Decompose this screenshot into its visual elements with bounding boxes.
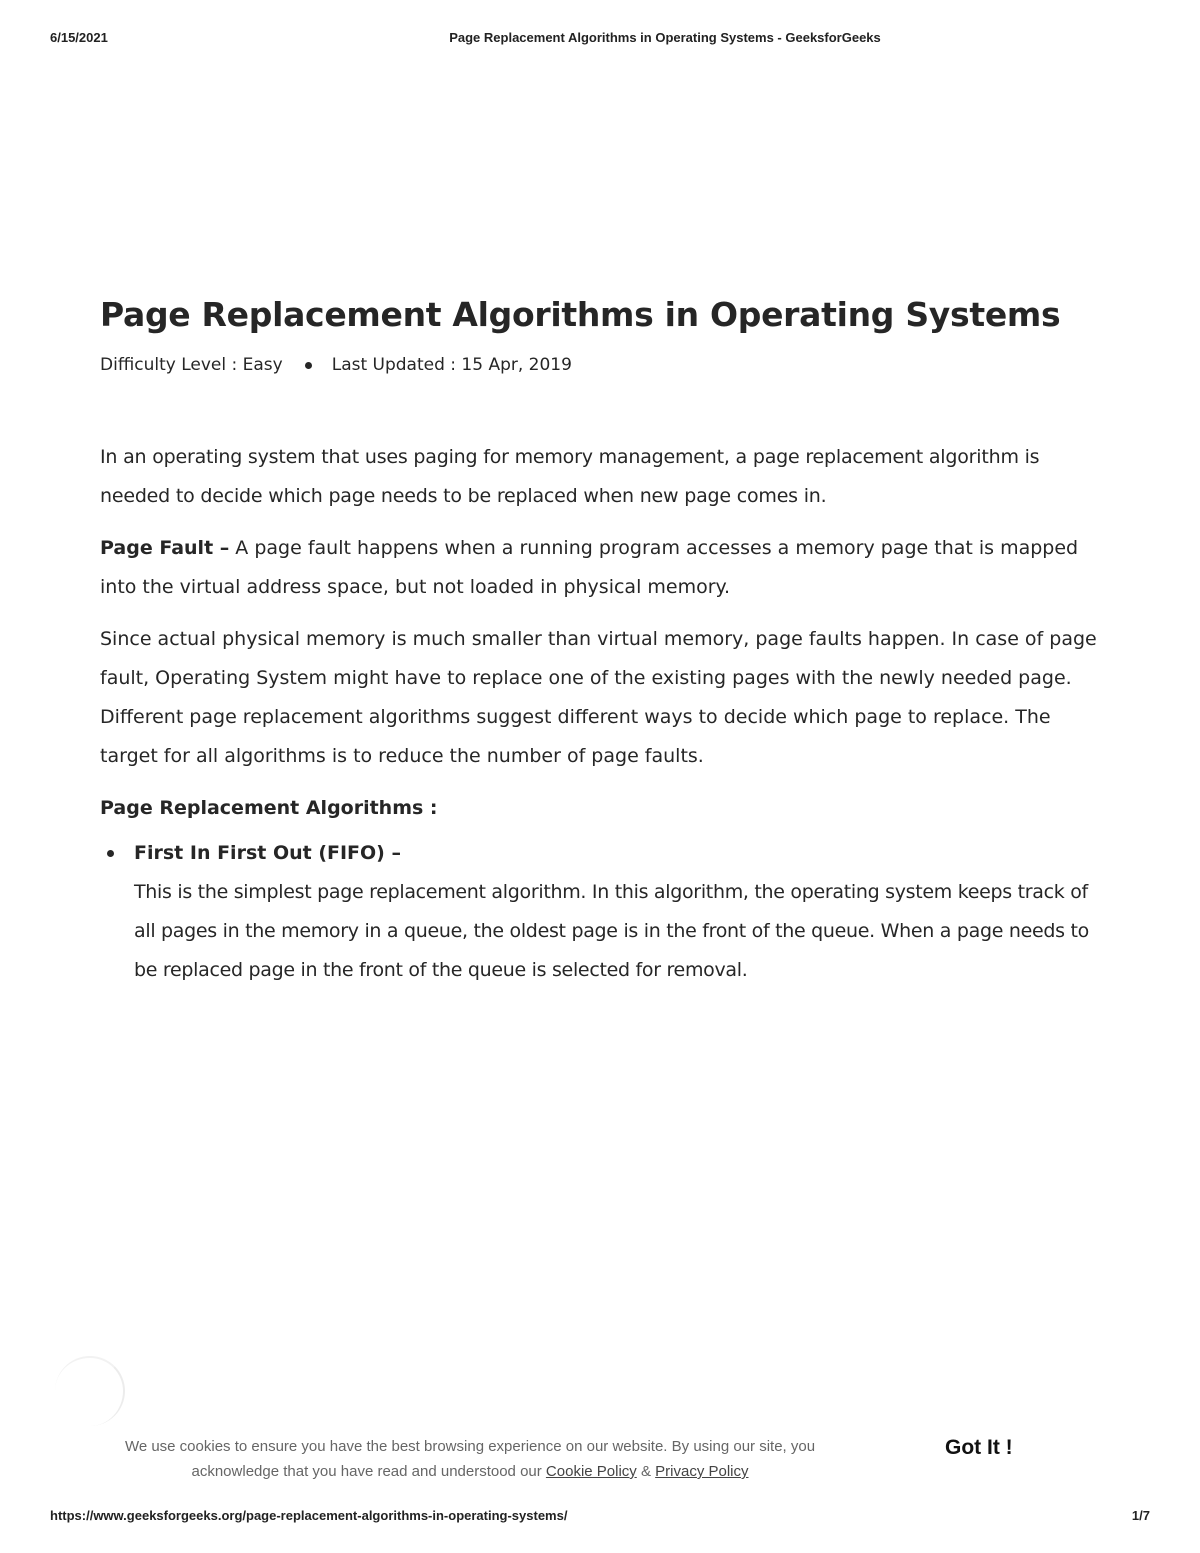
bullet-icon — [107, 850, 114, 857]
page-number: 1/7 — [1131, 1508, 1150, 1523]
print-doc-title: Page Replacement Algorithms in Operating Systems - GeeksforGeeks — [449, 30, 881, 45]
explanation-paragraph: Since actual physical memory is much smaller than virtual memory, page faults happen. In case of page fault, Operating System might have to replace one of the existing pages with the newly needed page. Different page replacement algorithms suggest different ways to decide which page to replace. The target for all algorithms is to reduce the number of page faults. — [100, 628, 1097, 767]
print-date: 6/15/2021 — [50, 30, 108, 45]
print-header — [0, 30, 1200, 50]
algorithm-name: First In First Out (FIFO) – — [134, 842, 401, 864]
article-content — [100, 438, 1110, 990]
got-it-button[interactable]: Got It ! — [945, 1436, 1013, 1459]
cookie-message: We use cookies to ensure you have the best browsing experience on our website. By using our site, you acknowledge that you have read and understood our — [124, 1438, 816, 1480]
floating-circle-widget[interactable] — [55, 1356, 125, 1426]
meta-separator-dot — [305, 362, 312, 369]
list-item — [100, 834, 1110, 990]
print-url: https://www.geeksforgeeks.org/page-replacement-algorithms-in-operating-systems/ — [50, 1508, 568, 1523]
difficulty-level: Difficulty Level : Easy — [100, 355, 283, 375]
privacy-policy-link[interactable]: Privacy Policy — [655, 1463, 749, 1480]
page-fault-term: Page Fault – — [100, 537, 230, 559]
article-title: Page Replacement Algorithms in Operating Systems — [100, 295, 1061, 334]
article — [100, 292, 1110, 990]
policy-separator: & — [636, 1463, 656, 1480]
article-meta — [100, 352, 1110, 378]
page-fault-paragraph — [100, 529, 1110, 607]
algorithms-heading: Page Replacement Algorithms : — [100, 797, 438, 819]
algorithm-description: This is the simplest page replacement algorithm. In this algorithm, the operating system keeps track of all pages in the memory in a queue, the oldest page is in the front of the queue. When a page needs to be replaced page in the front of the queue is selected for removal. — [134, 881, 1089, 981]
cookie-policy-link[interactable]: Cookie Policy — [545, 1463, 637, 1480]
last-updated: Last Updated : 15 Apr, 2019 — [331, 355, 572, 375]
page-fault-text: A page fault happens when a running program accesses a memory page that is mapped into the virtual address space, but not loaded in physical memory. — [100, 537, 1079, 598]
algorithms-list — [100, 834, 1110, 990]
print-footer — [0, 1508, 1200, 1528]
cookie-banner — [95, 1430, 1105, 1490]
cookie-text — [95, 1434, 845, 1484]
intro-paragraph: In an operating system that uses paging for memory management, a page replacement algorithm is needed to decide which page needs to be replaced when new page comes in. — [100, 446, 1040, 507]
